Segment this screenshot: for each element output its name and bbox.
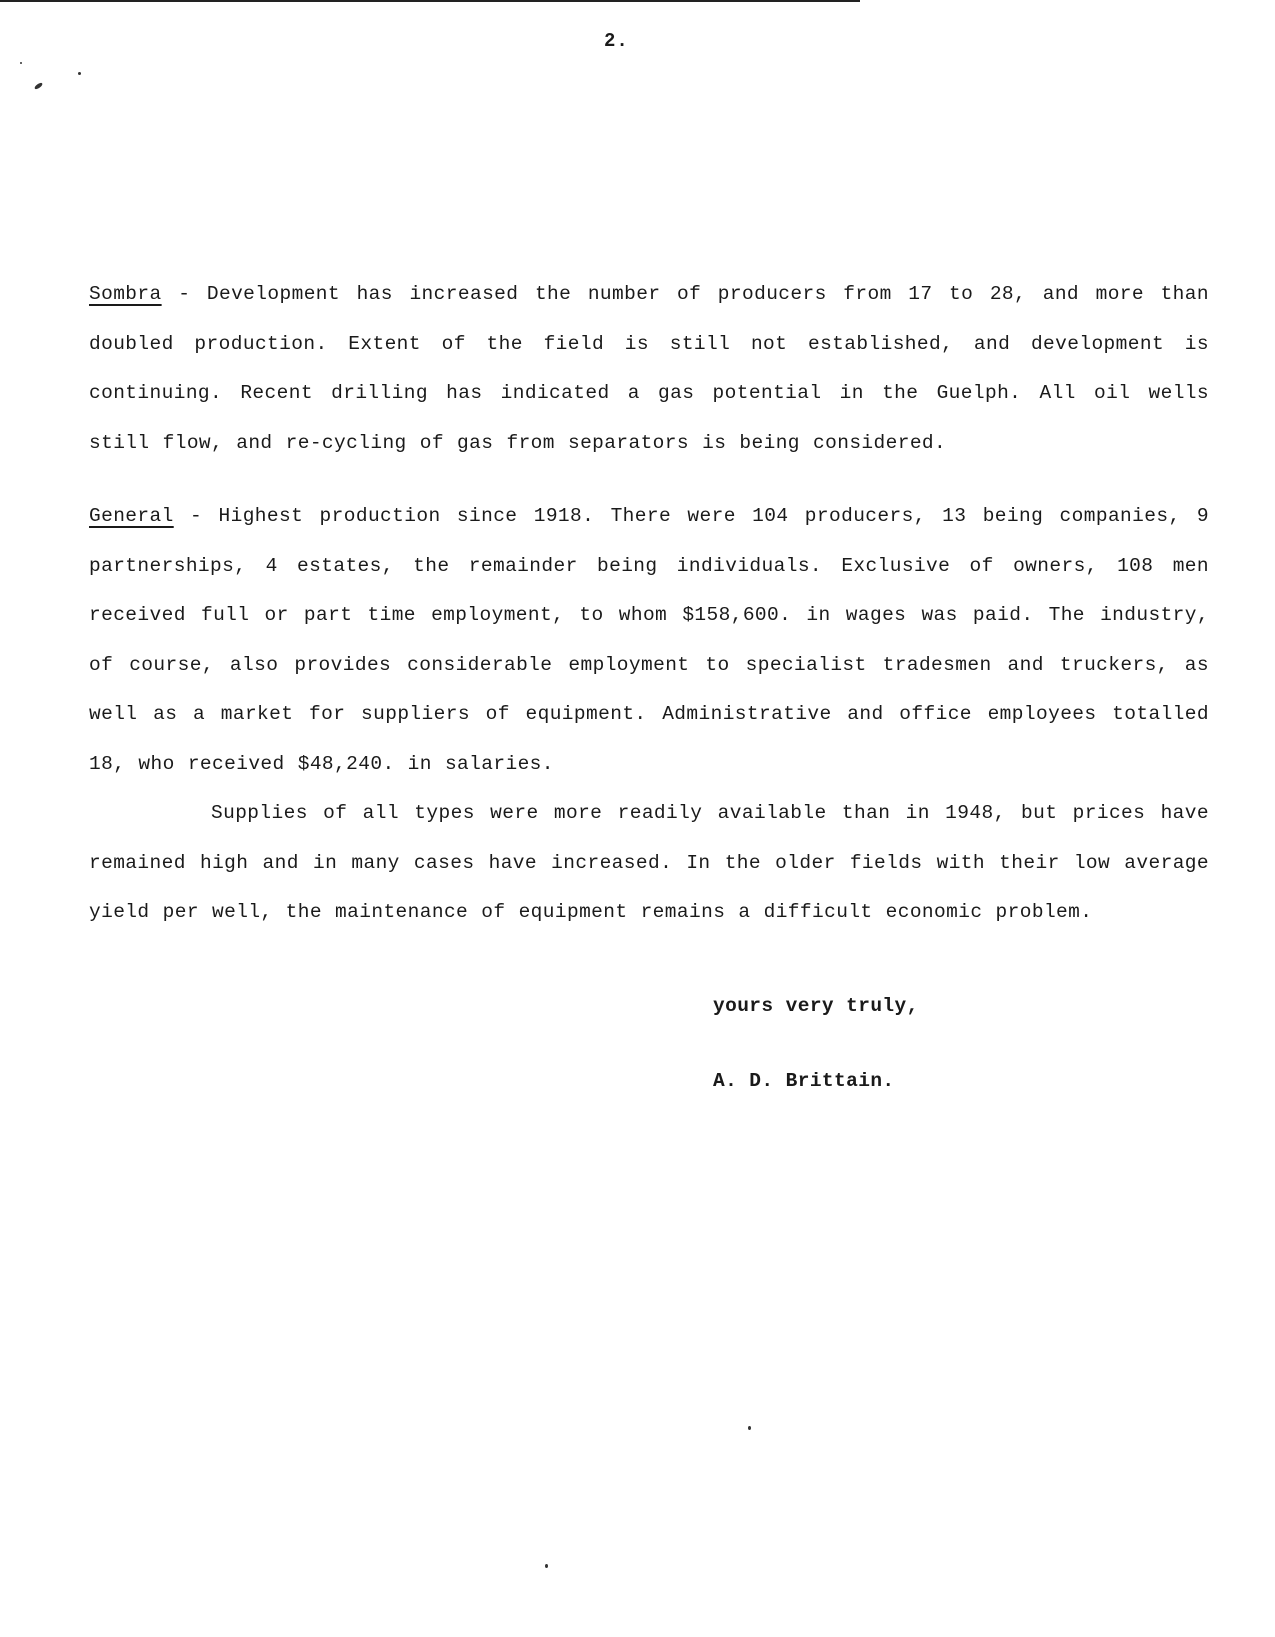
paragraph-supplies [89,789,1209,938]
letter-body [89,270,1209,938]
ink-speck [748,1426,751,1430]
page-number: 2. [604,30,629,52]
signature-name: A. D. Brittain. [713,1070,895,1092]
top-edge-rule [0,0,860,2]
paragraph-text-supplies: Supplies of all types were more readily available than in 1948, but prices have remained high and in many cases have increased. In the older fields with their low average yield per well, the maintenance of equipment remains a difficult economic problem. [89,802,1209,923]
paragraph-sombra [89,270,1209,468]
paragraph-heading-sombra: Sombra [89,283,162,305]
paragraph-general [89,492,1209,789]
ink-speck [20,62,22,64]
paragraph-text-sombra: - Development has increased the number of producers from 17 to 28, and more than doubled production. Extent of the field is still not established, and development is continuing. Recent drilling has indicated a gas potential in the Guelph. All oil wells still flow, and re-cycling of gas from separators is being considered. [89,283,1209,454]
ink-speck [78,72,81,75]
paragraph-heading-general: General [89,505,174,527]
paragraph-text-general: - Highest production since 1918. There were 104 producers, 13 being companies, 9 partnerships, 4 estates, the remainder being individuals. Exclusive of owners, 108 men received full or part time employment, to whom $158,600. in wages was paid. The industry, of course, also provides considerable employment to specialist tradesmen and truckers, as well as a market for suppliers of equipment. Administrative and office employees totalled 18, who received $48,240. in salaries. [89,505,1209,775]
ink-speck [34,82,44,90]
ink-speck [545,1564,548,1568]
valediction: yours very truly, [713,995,919,1017]
